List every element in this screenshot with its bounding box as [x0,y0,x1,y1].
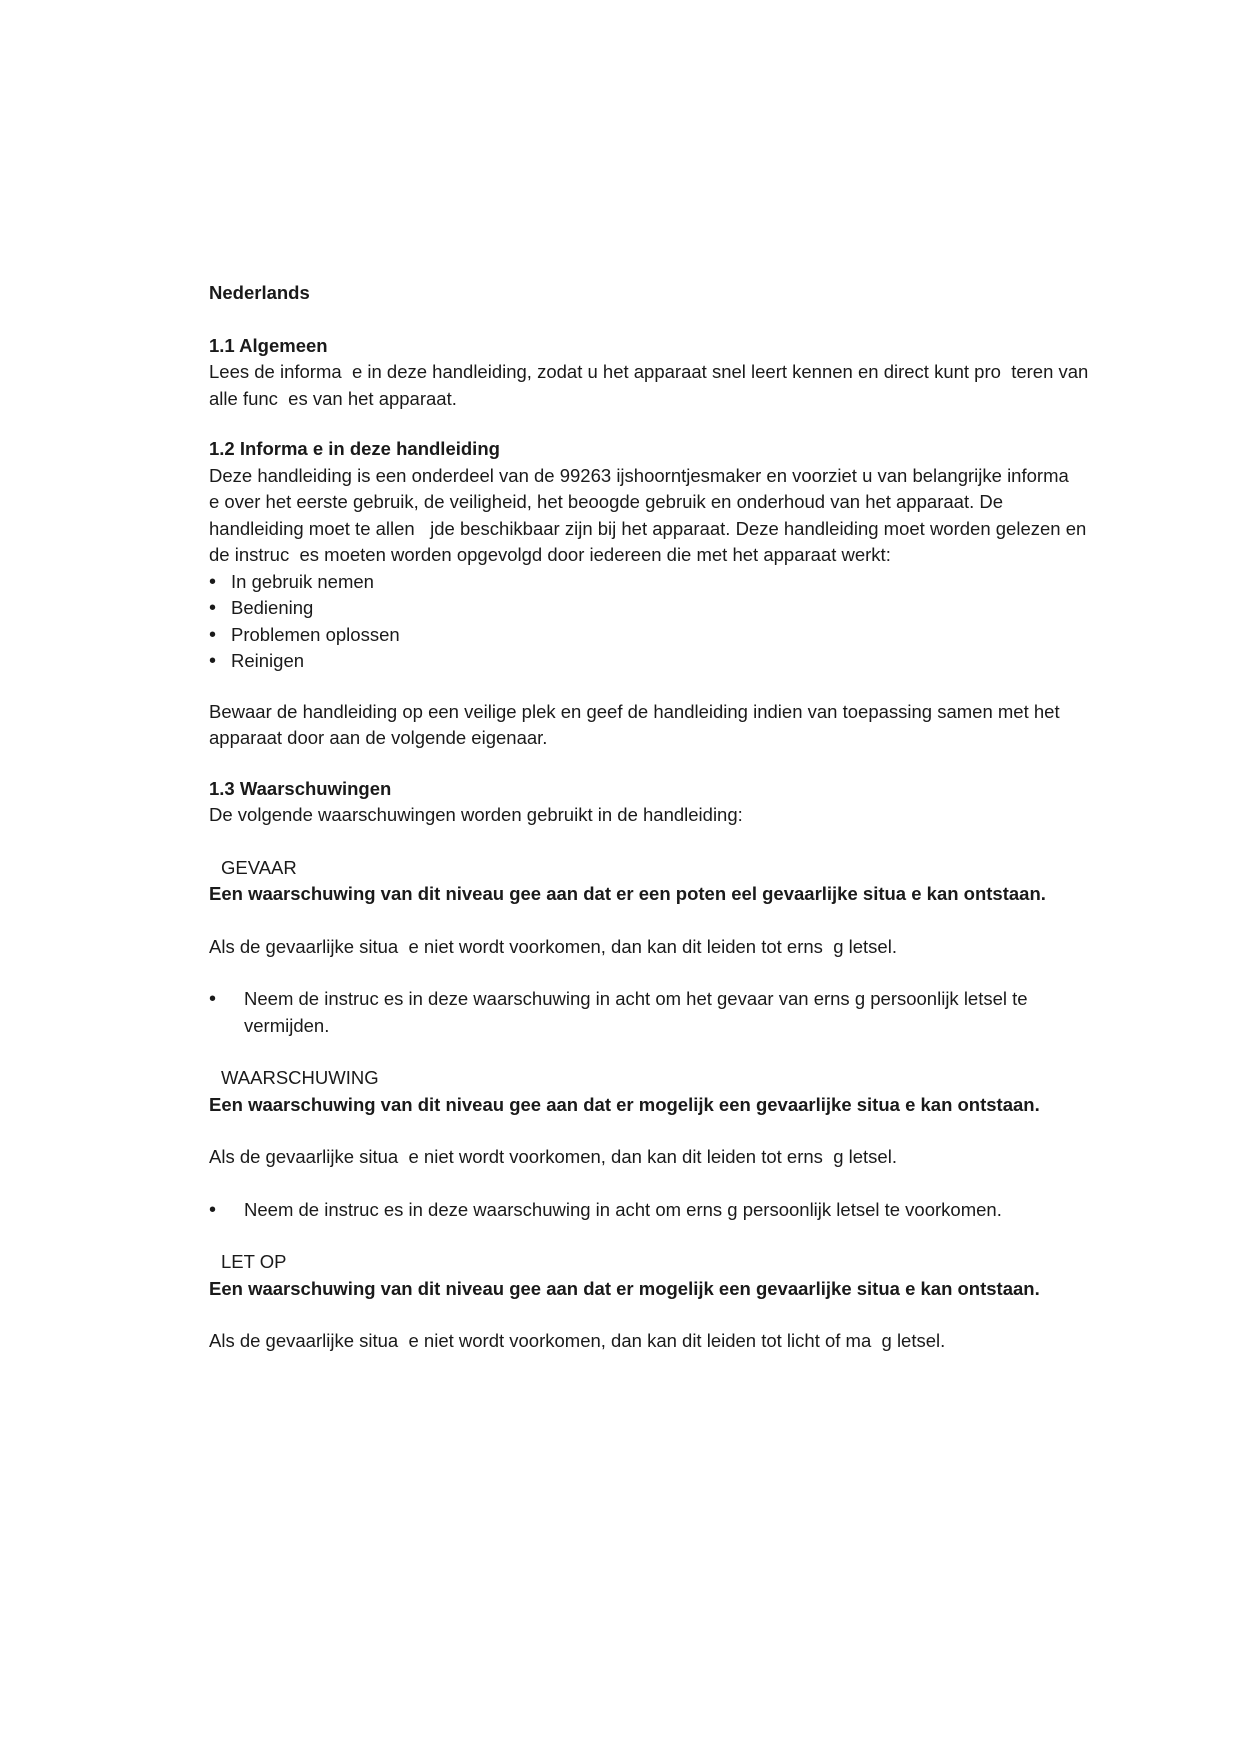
danger-consequence: Als de gevaarlijke situa e niet wordt voorkomen, dan kan dit leiden tot erns g letsel. [209,935,897,957]
section-1-3-title: 1.3 Waarschuwingen [209,777,392,799]
bullet-icon: • [209,988,217,1010]
bullet-icon: • [209,1198,217,1221]
section-1-2-title: 1.2 Informa e in deze handleiding [209,438,500,459]
danger-description: Een waarschuwing van dit niveau gee aan dat er een poten eel gevaarlijke situa e kan ontstaan. [209,883,1046,904]
section-1-1-body: Lees de informa e in deze handleiding, zodat u het apparaat snel leert kennen en direct kunt pro teren van alle func es van het apparaat. [209,361,1094,409]
section-1-1-title: 1.1 Algemeen [209,334,328,356]
danger-tip-text: Neem de instruc es in deze waarschuwing in acht om het gevaar van erns g persoonlijk letsel te vermijden. [244,988,1028,1036]
document-page [209,280,1094,1355]
caution-label: LET OP [221,1251,287,1272]
caution-description: Een waarschuwing van dit niveau gee aan dat er mogelijk een gevaarlijke situa e kan ontstaan. [209,1277,1040,1299]
warning-label: WAARSCHUWING [221,1067,379,1088]
list-item: • In gebruik nemen [209,569,1089,596]
list-item: • Reinigen [209,648,1089,675]
usage-list [209,569,1089,675]
danger-tip [209,986,1089,1039]
caution-consequence: Als de gevaarlijke situa e niet wordt voorkomen, dan kan dit leiden tot licht of ma g letsel. [209,1330,946,1351]
warning-description: Een waarschuwing van dit niveau gee aan dat er mogelijk een gevaarlijke situa e kan ontstaan. [209,1093,1040,1115]
section-1-2-closing: Bewaar de handleiding op een veilige plek en geef de handleiding indien van toepassing samen met het apparaat door aan de volgende eigenaar. [209,700,1065,748]
list-item: • Problemen oplossen [209,622,1089,649]
section-1-3-intro: De volgende waarschuwingen worden gebruikt in de handleiding: [209,804,743,825]
warning-tip-text: Neem de instruc es in deze waarschuwing in acht om erns g persoonlijk letsel te voorkomen. [244,1198,1002,1220]
list-item: • Bediening [209,595,1089,622]
danger-label: GEVAAR [221,856,297,878]
section-1-2-body: Deze handleiding is een onderdeel van de 99263 ijshoorntjesmaker en voorziet u van belangrijke informa e over het eerste gebruik, de veiligheid, het beoogde gebruik en onderhoud van het apparaat. De handleiding moet te allen jde beschikbaar zijn bij het apparaat. Deze handleiding moet worden gelezen en de instruc es moeten worden opgevolgd door iedereen die met het apparaat werkt: [209,464,1092,565]
warning-consequence: Als de gevaarlijke situa e niet wordt voorkomen, dan kan dit leiden tot erns g letsel. [209,1146,897,1167]
language-heading: Nederlands [209,282,310,303]
warning-tip [209,1197,1089,1224]
